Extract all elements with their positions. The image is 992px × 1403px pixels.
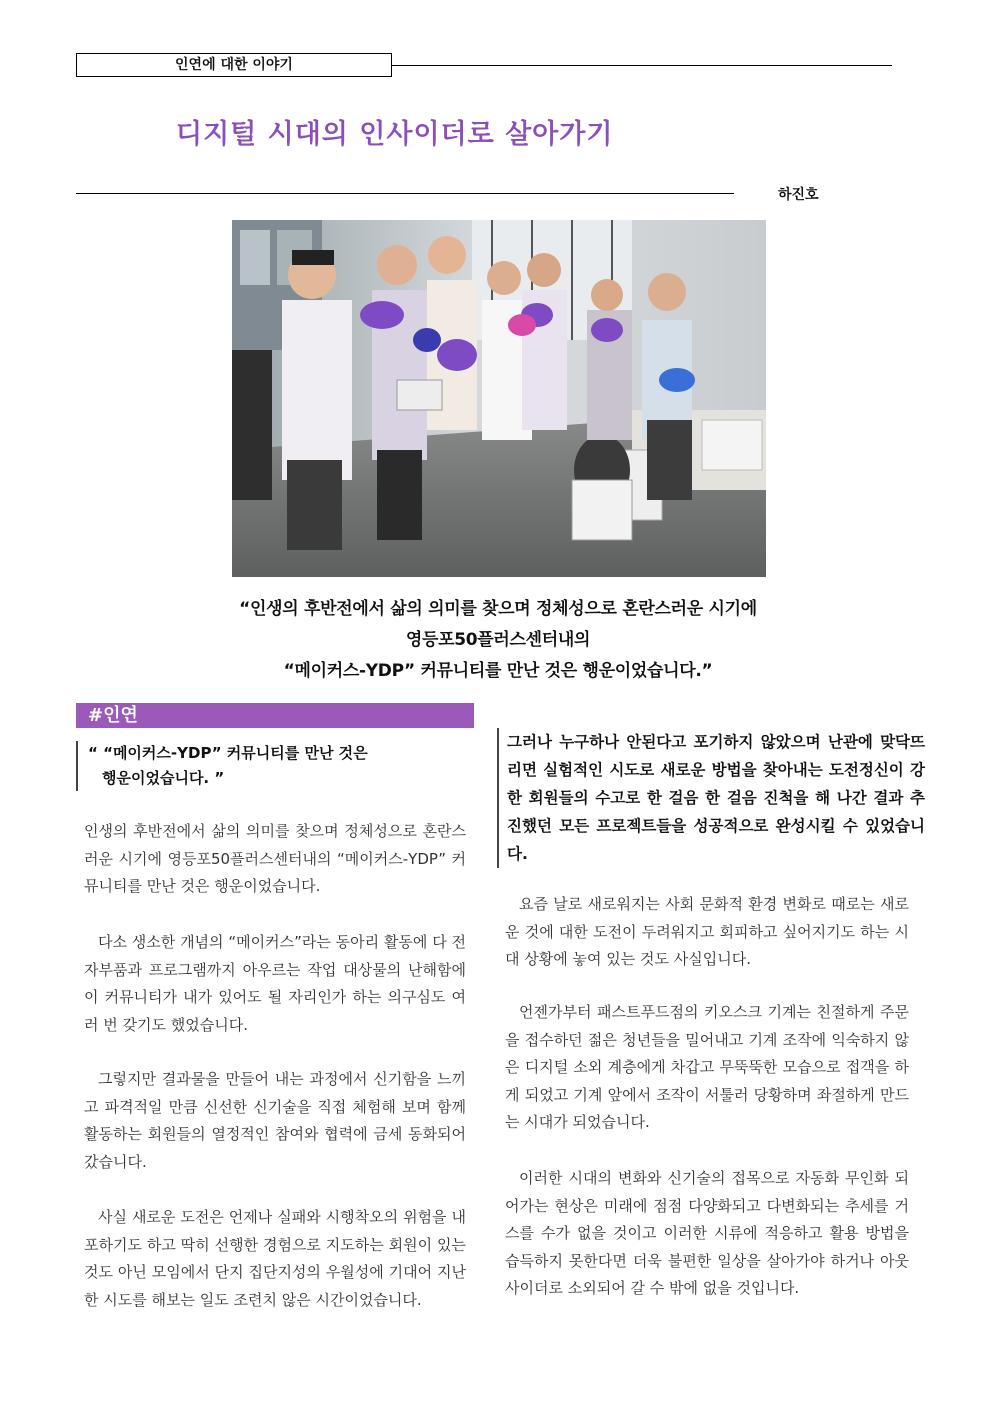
right-paragraph-2: 언젠가부터 패스트푸드점의 키오스크 기계는 친절하게 주문을 접수하던 젊은 청년들을 밀어내고 기계 조작에 익숙하지 않은 디지털 소외 계층에게 차갑고 무뚝뚝한 모습으로 접객을 하게 되었고 기계 앞에서 조작이 서툴러 당황하며 좌절하게 만드는 시대가 되었습니다. (505, 1003, 909, 1131)
section-label: 인연에 대한 이야기 (76, 53, 392, 77)
section-tag: #인연 (76, 703, 474, 728)
caption-line-2: 영등포50플러스센터내의 (405, 630, 591, 650)
article-title: 디지털 시대의 인사이더로 살아가기 (176, 119, 614, 150)
group-photo (232, 220, 766, 577)
left-paragraph-2: 다소 생소한 개념의 “메이커스”라는 동아리 활동에 다 전자부품과 프로그램까지 아우르는 작업 대상물의 난해함에 이 커뮤니티가 내가 있어도 될 자리인가 하는 의구심도 여러 번 갖기도 했었습니다. (84, 933, 466, 1034)
pull-quote-right: 그러나 누구하나 안된다고 포기하지 않았으며 난관에 맞닥뜨리면 실험적인 시도로 새로운 방법을 찾아내는 도전정신이 강한 회원들의 수고로 한 걸음 한 걸음 진척을 해 나간 결과 추진했던 모든 프로젝트들을 성공적으로 완성시킬 수 있었습니다. (497, 728, 925, 868)
left-paragraph-4: 사실 새로운 도전은 언제나 실패와 시행착오의 위험을 내포하기도 하고 딱히 선행한 경험으로 지도하는 회원이 있는 것도 아닌 모임에서 단지 집단지성의 우월성에 기대어 지난한 시도를 해보는 일도 조련치 않은 시간이었습니다. (84, 1208, 466, 1309)
right-paragraph-3: 이러한 시대의 변화와 신기술의 접목으로 자동화 무인화 되어가는 현상은 미래에 점점 다양화되고 다변화되는 추세를 거스를 수가 없을 것이고 이러한 시류에 적응하고 활용 방법을 습득하지 못한다면 더욱 불편한 일상을 살아가야 하거나 아웃사이더로 소외되어 갈 수 밖에 없을 것입니다. (505, 1169, 909, 1297)
caption-line-3: “메이커스-YDP” 커뮤니티를 만난 것은 행운이었습니다.” (283, 661, 713, 681)
group-photo-illustration (232, 220, 766, 577)
author-name: 하진호 (778, 187, 819, 203)
pull-quote-left (76, 741, 448, 791)
left-paragraph-1: 인생의 후반전에서 삶의 의미를 찾으며 정체성으로 혼란스러운 시기에 영등포50플러스센터내의 “메이커스-YDP” 커뮤니티를 만난 것은 행운이었습니다. (84, 822, 466, 895)
photo-caption (150, 594, 846, 687)
pull-quote-line-1: “ “메이커스-YDP” 커뮤니티를 만난 것은 (88, 744, 368, 762)
left-paragraph-3: 그렇지만 결과물을 만들어 내는 과정에서 신기함을 느끼고 파격적일 만큼 신선한 신기술을 직접 체험해 보며 함께 활동하는 회원들의 열정적인 참여와 협력에 금세 동화되어 갔습니다. (84, 1070, 466, 1171)
caption-line-1: “인생의 후반전에서 삶의 의미를 찾으며 정체성으로 혼란스러운 시기에 (239, 599, 757, 619)
author-divider (76, 193, 734, 194)
right-paragraph-1: 요즘 날로 새로워지는 사회 문화적 환경 변화로 때로는 새로운 것에 대한 도전이 두려워지고 회피하고 싶어지기도 하는 시대 상황에 놓여 있는 것도 사실입니다. (505, 895, 909, 968)
pull-quote-line-2: 행운이었습니다. ” (102, 769, 225, 787)
section-divider (392, 65, 892, 66)
